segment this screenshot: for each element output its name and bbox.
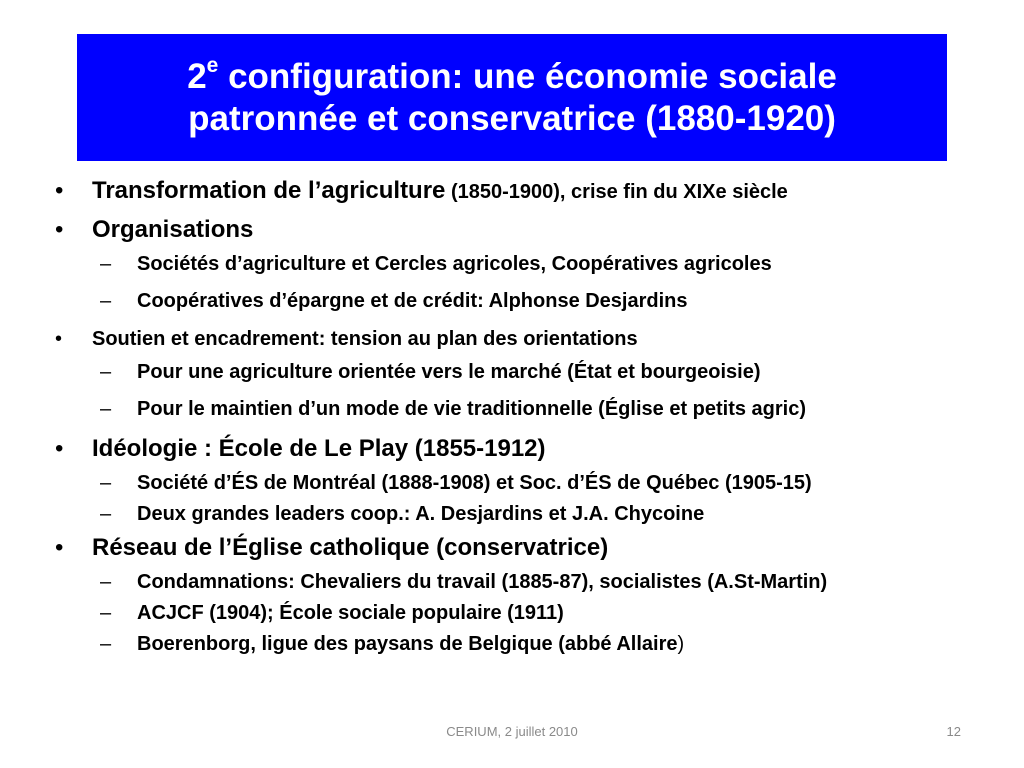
dash-marker: – <box>100 398 112 420</box>
title-line-1 <box>187 53 837 98</box>
sub-bullet-text: Deux grandes leaders coop.: A. Desjardins et J.A. Chycoine <box>137 503 705 525</box>
bullet-text: Idéologie : École de Le Play (1855-1912) <box>92 435 546 462</box>
dash-marker: – <box>100 472 112 494</box>
sub-bullet-mode-de-vie <box>55 397 1005 422</box>
sub-bullet-societe-es <box>55 471 1005 496</box>
dash-marker: – <box>100 602 112 624</box>
bullet-text: Organisations <box>92 216 254 243</box>
sub-bullet-condamnations <box>55 570 1005 595</box>
bullet-text: Transformation de l’agriculture <box>92 177 446 204</box>
bullet-organisations <box>55 215 1005 244</box>
title-line-2: patronnée et conservatrice (1880-1920) <box>188 98 836 138</box>
title-superscript: e <box>206 53 219 77</box>
bullet-transformation-agriculture <box>55 176 1005 207</box>
bullet-marker: • <box>55 177 64 204</box>
sub-bullet-text: Société d’ÉS de Montréal (1888-1908) et Soc. d’ÉS de Québec (1905-15) <box>137 472 812 494</box>
footer-date: CERIUM, 2 juillet 2010 <box>446 724 578 739</box>
sub-bullet-text: Boerenborg, ligue des paysans de Belgique (abbé Allaire <box>137 633 678 655</box>
bullet-list <box>55 176 1005 663</box>
sub-bullet-text-tail: ) <box>677 633 685 655</box>
title-line-1-text: configuration: une économie sociale <box>218 56 837 96</box>
bullet-text: Réseau de l’Église catholique (conservatrice) <box>92 534 609 561</box>
bullet-marker: • <box>55 328 63 350</box>
sub-bullet-agriculture-marche <box>55 360 1005 385</box>
bullet-text-tail: (1850-1900), crise fin du XIXe siècle <box>445 181 788 203</box>
bullet-marker: • <box>55 534 64 561</box>
bullet-soutien-encadrement <box>55 326 1005 352</box>
sub-bullet-societes-agriculture <box>55 252 1005 277</box>
sub-bullet-text: Condamnations: Chevaliers du travail (1885-87), socialistes (A.St-Martin) <box>137 571 828 593</box>
dash-marker: – <box>100 503 112 525</box>
page-number: 12 <box>946 724 961 739</box>
title-number: 2 <box>187 56 207 96</box>
dash-marker: – <box>100 253 112 275</box>
sub-bullet-cooperatives-epargne <box>55 289 1005 314</box>
bullet-text: Soutien et encadrement: tension au plan des orientations <box>92 328 638 350</box>
bullet-reseau-eglise <box>55 533 1005 562</box>
sub-bullet-leaders-coop <box>55 502 1005 527</box>
bullet-ideologie <box>55 434 1005 463</box>
dash-marker: – <box>100 290 112 312</box>
slide-title <box>77 34 947 161</box>
bullet-marker: • <box>55 435 64 462</box>
sub-bullet-text: Pour une agriculture orientée vers le marché (État et bourgeoisie) <box>137 361 761 383</box>
dash-marker: – <box>100 571 112 593</box>
bullet-marker: • <box>55 216 64 243</box>
sub-bullet-text: ACJCF (1904); École sociale populaire (1911) <box>137 602 564 624</box>
dash-marker: – <box>100 633 112 655</box>
sub-bullet-text: Coopératives d’épargne et de crédit: Alphonse Desjardins <box>137 290 688 312</box>
sub-bullet-acjcf <box>55 601 1005 626</box>
sub-bullet-text: Sociétés d’agriculture et Cercles agricoles, Coopératives agricoles <box>137 253 772 275</box>
sub-bullet-text: Pour le maintien d’un mode de vie traditionnelle (Église et petits agric) <box>137 398 807 420</box>
dash-marker: – <box>100 361 112 383</box>
sub-bullet-boerenborg <box>55 632 1005 657</box>
